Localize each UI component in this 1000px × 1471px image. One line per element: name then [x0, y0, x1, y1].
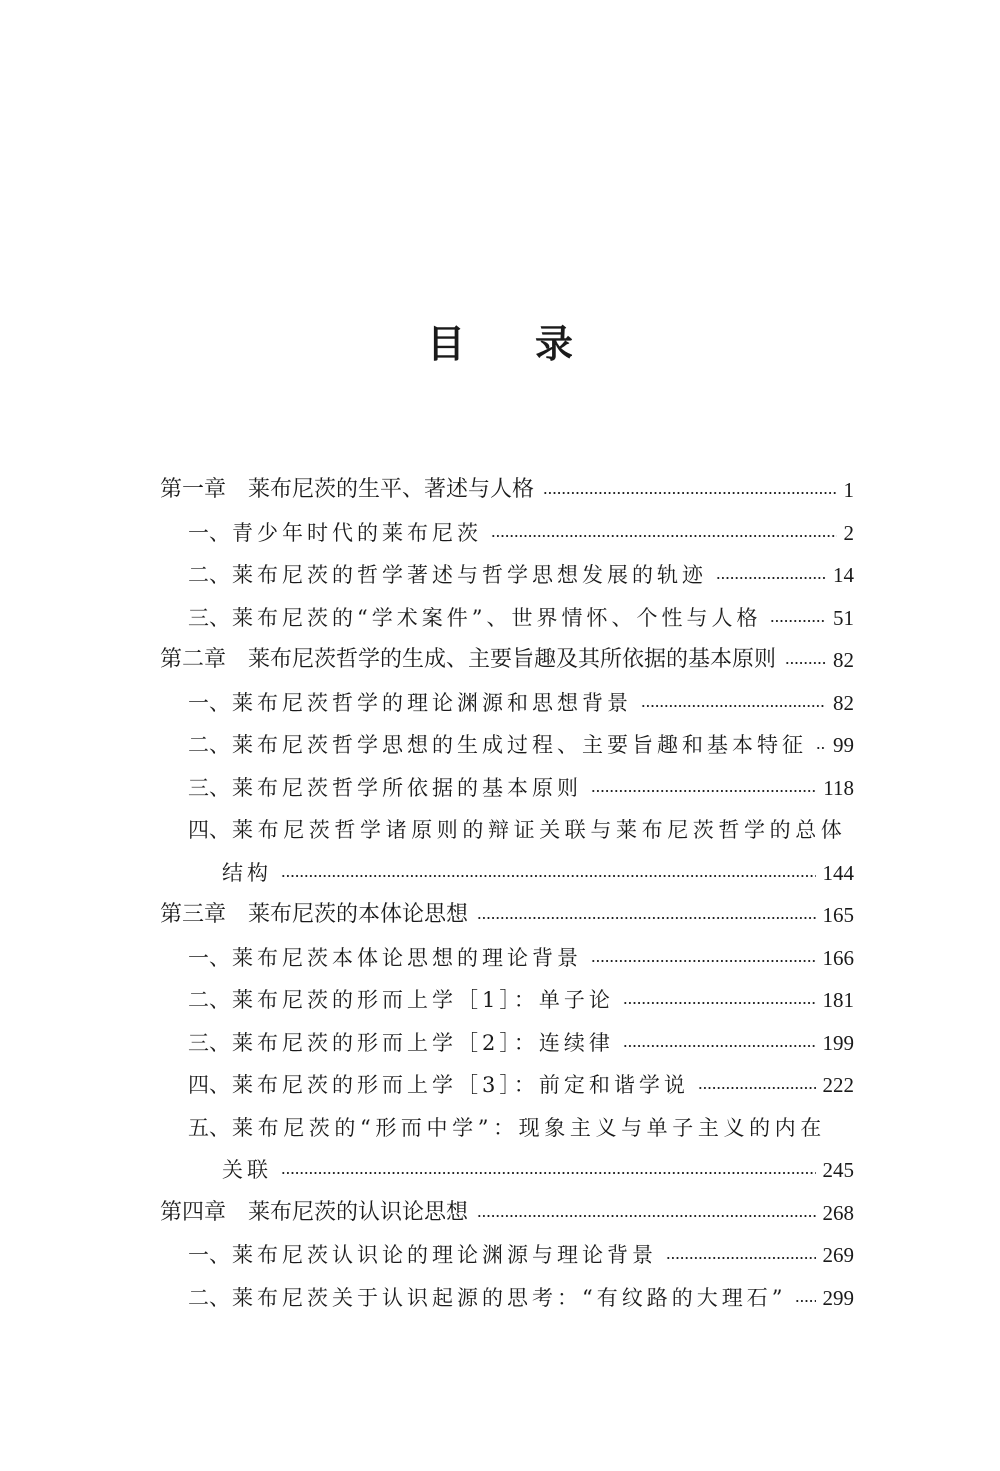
toc-section-4-2[interactable] — [160, 1277, 854, 1320]
section-title: 莱布尼茨的“学术案件”、世界情怀、个性与人格 — [232, 605, 762, 630]
section-number: 二、 — [188, 988, 230, 1012]
leader-dots — [785, 662, 826, 664]
section-number: 三、 — [188, 1030, 230, 1055]
page-number: 165 — [822, 903, 854, 927]
leader-dots — [591, 790, 816, 792]
section-title: 莱布尼茨哲学所依据的基本原则 — [232, 775, 582, 800]
toc-entry-label — [160, 639, 776, 682]
toc-chapter-3[interactable] — [160, 894, 854, 937]
toc-section-4-1[interactable] — [160, 1234, 854, 1277]
page-number: 299 — [822, 1285, 854, 1310]
leader-dots — [477, 1215, 815, 1217]
toc-entry-label — [188, 597, 761, 640]
toc-section-3-2[interactable] — [160, 979, 854, 1022]
toc-entry-label — [188, 554, 707, 597]
section-number: 三、 — [188, 605, 230, 630]
table-of-contents — [160, 469, 854, 1319]
section-title: 莱布尼茨认识论的理论渊源与理论背景 — [232, 1243, 657, 1267]
section-title: 莱布尼茨哲学的理论渊源和思想背景 — [232, 690, 632, 715]
page-number: 199 — [822, 1030, 854, 1055]
leader-dots — [281, 1172, 816, 1174]
section-number: 五、 — [188, 1115, 230, 1140]
toc-entry-label — [188, 512, 482, 555]
page-number: 268 — [822, 1200, 854, 1225]
page-number: 269 — [822, 1243, 854, 1267]
leader-dots — [641, 705, 826, 707]
section-number: 二、 — [188, 733, 230, 757]
page-number: 222 — [822, 1073, 854, 1097]
toc-entry-label — [160, 1192, 468, 1235]
chapter-title: 莱布尼茨的本体论思想 — [248, 902, 469, 927]
toc-section-1-3[interactable] — [160, 597, 854, 640]
section-number: 一、 — [188, 520, 230, 545]
toc-section-3-1[interactable] — [160, 937, 854, 980]
page-number: 144 — [822, 860, 854, 885]
toc-section-2-1[interactable] — [160, 682, 854, 725]
toc-entry-label — [188, 767, 582, 810]
toc-section-2-4[interactable] — [160, 809, 854, 852]
section-title: 莱布尼茨的形而上学［3］：前定和谐学说 — [232, 1073, 689, 1097]
leader-dots — [716, 577, 826, 579]
leader-dots — [281, 875, 816, 877]
chapter-number: 第二章 — [160, 647, 227, 672]
leader-dots — [477, 917, 815, 919]
toc-chapter-1[interactable] — [160, 469, 854, 512]
toc-section-1-2[interactable] — [160, 554, 854, 597]
chapter-number: 第三章 — [160, 902, 227, 927]
chapter-title: 莱布尼茨哲学的生成、主要旨趣及其所依据的基本原则 — [248, 647, 777, 672]
section-number: 三、 — [188, 775, 230, 800]
chapter-number: 第四章 — [160, 1199, 227, 1225]
toc-section-3-3[interactable] — [160, 1022, 854, 1065]
page-number: 2 — [843, 520, 854, 545]
chapter-title: 莱布尼茨的认识论思想 — [248, 1199, 469, 1225]
page-number: 181 — [822, 988, 854, 1012]
toc-chapter-4[interactable] — [160, 1192, 854, 1235]
page-number: 245 — [822, 1158, 854, 1182]
toc-entry-label — [188, 809, 846, 852]
toc-entry-label — [160, 469, 534, 512]
section-number: 一、 — [188, 945, 230, 970]
leader-dots — [816, 747, 826, 749]
section-title: 莱布尼茨的形而上学［1］：单子论 — [232, 988, 614, 1012]
page-number: 82 — [833, 690, 854, 715]
page-number: 51 — [833, 605, 854, 630]
toc-section-1-1[interactable] — [160, 512, 854, 555]
chapter-number: 第一章 — [160, 477, 227, 502]
page-number: 14 — [833, 563, 854, 587]
section-title: 莱布尼茨的哲学著述与哲学思想发展的轨迹 — [232, 563, 707, 587]
toc-entry-label — [188, 1234, 657, 1277]
leader-dots — [623, 1045, 816, 1047]
toc-section-3-5-continued[interactable] — [160, 1149, 854, 1192]
toc-entry-label — [188, 724, 807, 767]
section-number: 一、 — [188, 690, 230, 715]
page-number: 166 — [822, 945, 854, 970]
section-title-continued: 结构 — [222, 860, 272, 885]
toc-entry-label — [188, 1064, 689, 1107]
page-number: 99 — [833, 733, 854, 757]
toc-entry-label — [188, 1107, 826, 1150]
page-number: 118 — [823, 775, 854, 800]
toc-entry-label — [188, 979, 614, 1022]
section-title-continued: 关联 — [222, 1158, 272, 1182]
section-number: 二、 — [188, 1285, 230, 1310]
section-number: 四、 — [188, 818, 230, 842]
section-number: 四、 — [188, 1073, 230, 1097]
toc-entry-label — [160, 894, 468, 937]
toc-section-3-4[interactable] — [160, 1064, 854, 1107]
leader-dots — [666, 1257, 816, 1259]
toc-entry-label — [188, 1022, 614, 1065]
section-title: 莱布尼茨哲学诸原则的辩证关联与莱布尼茨哲学的总体 — [232, 818, 847, 842]
section-number: 二、 — [188, 563, 230, 587]
toc-section-3-5[interactable] — [160, 1107, 854, 1150]
leader-dots — [591, 960, 816, 962]
leader-dots — [795, 1300, 815, 1302]
chapter-title: 莱布尼茨的生平、著述与人格 — [248, 477, 535, 502]
section-title: 莱布尼茨哲学思想的生成过程、主要旨趣和基本特征 — [232, 733, 807, 757]
leader-dots — [623, 1002, 816, 1004]
leader-dots — [491, 535, 837, 537]
title-char-2: 录 — [535, 321, 574, 366]
page-number: 1 — [843, 478, 854, 502]
page-title — [0, 305, 1000, 375]
toc-entry-label — [188, 1277, 786, 1320]
section-title: 青少年时代的莱布尼茨 — [232, 520, 482, 545]
toc-section-2-4-continued[interactable] — [160, 852, 854, 895]
leader-dots — [698, 1087, 816, 1089]
section-title: 莱布尼茨的“形而中学”：现象主义与单子主义的内在 — [232, 1115, 826, 1140]
leader-dots — [543, 492, 836, 494]
title-char-1: 目 — [426, 321, 465, 366]
section-title: 莱布尼茨关于认识起源的思考：“有纹路的大理石” — [232, 1285, 787, 1310]
section-title: 莱布尼茨本体论思想的理论背景 — [232, 945, 582, 970]
toc-entry-label — [188, 937, 582, 980]
leader-dots — [770, 620, 826, 622]
toc-entry-label — [188, 682, 632, 725]
toc-section-2-3[interactable] — [160, 767, 854, 810]
toc-chapter-2[interactable] — [160, 639, 854, 682]
section-number: 一、 — [188, 1243, 230, 1267]
section-title: 莱布尼茨的形而上学［2］：连续律 — [232, 1030, 614, 1055]
toc-section-2-2[interactable] — [160, 724, 854, 767]
page-number: 82 — [833, 648, 854, 672]
